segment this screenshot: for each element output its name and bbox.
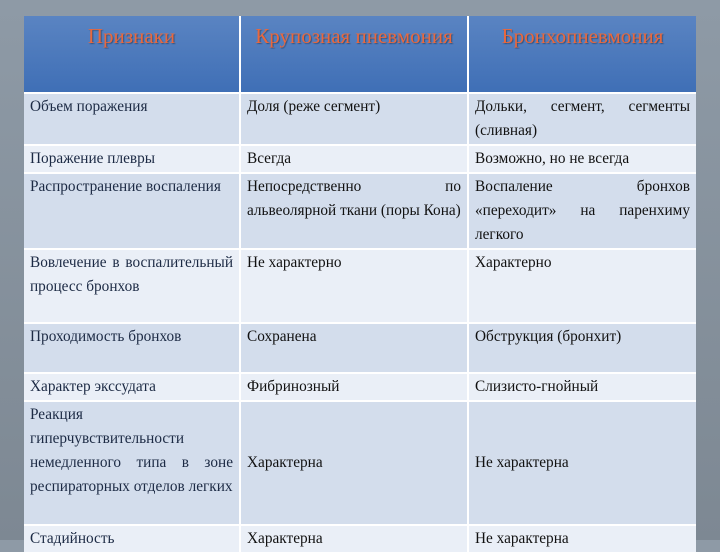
- row-lobar-value: Непосредственно по альвеолярной ткани (поры Кона): [240, 173, 468, 249]
- row-broncho-value: Слизисто-гнойный: [468, 373, 696, 401]
- row-lobar-value: Сохранена: [240, 323, 468, 373]
- row-broncho-value: Характерно: [468, 249, 696, 323]
- row-feature: Проходимость бронхов: [24, 323, 240, 373]
- row-feature: Реакция гиперчувствительности немедленного типа в зоне респираторных отделов легких: [24, 401, 240, 525]
- header-bronchopneumonia: Бронхопневмония: [468, 16, 696, 93]
- row-feature: Характер экссудата: [24, 373, 240, 401]
- table-row: [24, 525, 696, 552]
- row-broncho-value: Не характерна: [468, 401, 696, 525]
- table-row: [24, 145, 696, 173]
- table-row: [24, 173, 696, 249]
- header-features: Признаки: [24, 16, 240, 93]
- row-lobar-value: Не характерно: [240, 249, 468, 323]
- row-broncho-value: Обструкция (бронхит): [468, 323, 696, 373]
- table-row: [24, 401, 696, 525]
- header-lobar-pneumonia: Крупозная пневмония: [240, 16, 468, 93]
- row-feature: Поражение плевры: [24, 145, 240, 173]
- comparison-table: [24, 16, 696, 552]
- row-feature: Объем поражения: [24, 93, 240, 145]
- row-lobar-value: Фибринозный: [240, 373, 468, 401]
- table-row: [24, 249, 696, 323]
- row-feature: Стадийность: [24, 525, 240, 552]
- row-lobar-value: Доля (реже сегмент): [240, 93, 468, 145]
- row-broncho-value: Возможно, но не всегда: [468, 145, 696, 173]
- row-broncho-value: Не характерна: [468, 525, 696, 552]
- table-row: [24, 93, 696, 145]
- row-lobar-value: Характерна: [240, 401, 468, 525]
- row-broncho-value: Воспаление бронхов «переходит» на паренхиму легкого: [468, 173, 696, 249]
- row-lobar-value: Всегда: [240, 145, 468, 173]
- table-row: [24, 323, 696, 373]
- table-row: [24, 373, 696, 401]
- row-feature: Распространение воспаления: [24, 173, 240, 249]
- row-feature: Вовлечение в воспалительный процесс бронхов: [24, 249, 240, 323]
- table-header-row: [24, 16, 696, 93]
- row-broncho-value: Дольки, сегмент, сегменты (сливная): [468, 93, 696, 145]
- row-lobar-value: Характерна: [240, 525, 468, 552]
